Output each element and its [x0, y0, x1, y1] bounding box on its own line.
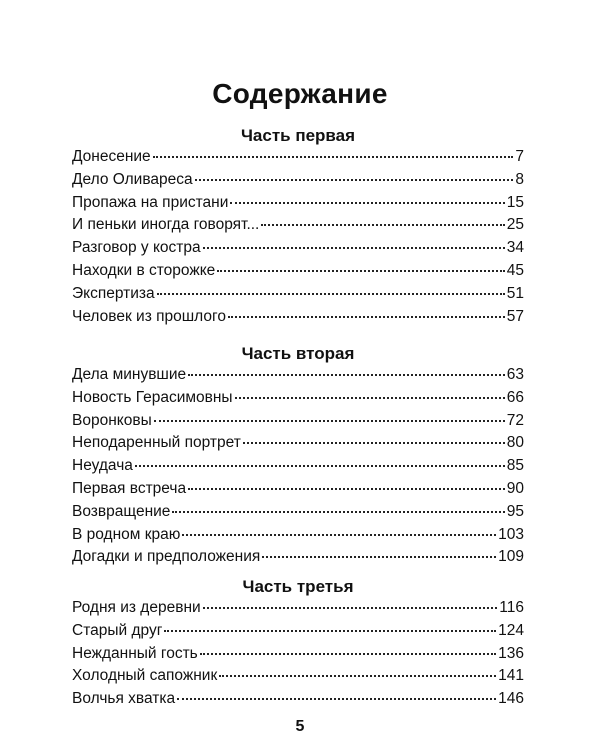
section-heading: Часть третья — [242, 577, 354, 596]
toc-entry — [72, 622, 524, 645]
toc-entry-title: Первая встреча — [72, 479, 187, 497]
toc-entry-page: 57 — [506, 307, 524, 325]
toc-entry-title: Старый друг — [72, 621, 163, 639]
dot-leader — [154, 419, 505, 422]
toc-entry-page: 85 — [506, 457, 524, 475]
toc-entry — [72, 480, 524, 503]
toc-entry — [72, 262, 524, 285]
toc-entry-page: 116 — [499, 599, 524, 616]
dot-leader — [188, 373, 505, 376]
toc-entry — [72, 548, 524, 571]
toc-entry — [72, 148, 524, 171]
section-part-two — [72, 342, 524, 571]
toc-entry-page: 124 — [498, 621, 524, 639]
toc-entry-page: 146 — [498, 690, 524, 708]
dot-leader — [228, 315, 505, 318]
toc-entry-page: 109 — [498, 548, 524, 566]
toc-entry-title: Донесение — [72, 148, 151, 165]
toc-entry — [72, 645, 524, 668]
toc-entry-title: Родня из деревни — [72, 599, 201, 616]
toc-entry-title: Нежданный гость — [72, 644, 198, 662]
dot-leader — [230, 201, 504, 204]
toc-entry-page: 90 — [506, 479, 524, 497]
toc-entry-title: Экспертиза — [72, 284, 155, 302]
toc-entry-page: 63 — [506, 366, 524, 383]
section-heading: Часть первая — [240, 126, 356, 145]
toc-list — [72, 148, 524, 330]
toc-entry — [72, 366, 524, 389]
dot-leader — [164, 629, 496, 632]
dot-leader — [153, 155, 514, 158]
toc-entry-title: Человек из прошлого — [72, 307, 226, 325]
dot-leader — [203, 606, 498, 609]
page-title: Содержание — [212, 78, 388, 109]
section-heading: Часть вторая — [241, 344, 355, 363]
toc-list — [72, 366, 524, 571]
toc-entry-page: 34 — [506, 239, 524, 257]
toc-entry — [72, 308, 524, 331]
toc-entry-page: 141 — [498, 667, 524, 685]
dot-leader — [177, 697, 496, 700]
dot-leader — [182, 533, 496, 536]
toc-entry-title: Догадки и предположения — [72, 548, 261, 566]
toc-entry — [72, 239, 524, 262]
page-number: 5 — [295, 718, 305, 735]
dot-leader — [261, 223, 504, 226]
toc-entry-page: 45 — [506, 261, 524, 279]
toc-entry — [72, 599, 524, 622]
toc-entry-title: И пеньки иногда говорят... — [72, 216, 260, 234]
dot-leader — [262, 555, 496, 558]
toc-entry-page: 80 — [506, 434, 524, 452]
toc-entry-title: Дело Оливареса — [72, 170, 193, 188]
dot-leader — [243, 441, 505, 444]
toc-entry — [72, 216, 524, 239]
toc-entry-title: Находки в сторожке — [72, 261, 216, 279]
dot-leader — [235, 396, 505, 399]
toc-entry — [72, 171, 524, 194]
toc-entry — [72, 285, 524, 308]
toc-entry — [72, 194, 524, 217]
toc-entry — [72, 690, 524, 713]
toc-entry-page: 103 — [498, 525, 524, 543]
dot-leader — [135, 464, 505, 467]
toc-entry — [72, 434, 524, 457]
toc-entry — [72, 503, 524, 526]
toc-entry — [72, 457, 524, 480]
dot-leader — [188, 487, 505, 490]
toc-entry-title: Пропажа на пристани — [72, 193, 229, 211]
dot-leader — [203, 246, 505, 249]
toc-entry-title: Холодный сапожник — [72, 667, 218, 685]
toc-entry-page: 7 — [515, 148, 524, 165]
toc-list — [72, 599, 524, 713]
toc-entry — [72, 526, 524, 549]
toc-entry-page: 66 — [506, 388, 524, 406]
toc-entry — [72, 667, 524, 690]
toc-entry — [72, 412, 524, 435]
toc-entry-title: Дела минувшие — [72, 366, 187, 383]
dot-leader — [219, 674, 496, 677]
dot-leader — [157, 292, 505, 295]
dot-leader — [200, 652, 496, 655]
toc-entry-page: 136 — [498, 644, 524, 662]
section-part-three — [72, 575, 524, 713]
toc-entry-title: Неудача — [72, 457, 133, 475]
toc-entry-page: 25 — [506, 216, 524, 234]
dot-leader — [195, 178, 514, 181]
toc-entry-title: Неподаренный портрет — [72, 434, 241, 452]
toc-entry-page: 72 — [506, 411, 524, 429]
dot-leader — [217, 269, 504, 272]
toc-entry-page: 51 — [506, 284, 524, 302]
section-part-one — [72, 124, 524, 330]
toc-entry-title: В родном краю — [72, 525, 181, 543]
toc-entry-page: 8 — [515, 170, 524, 188]
toc-entry-title: Возвращение — [72, 502, 171, 520]
dot-leader — [172, 510, 504, 513]
toc-entry — [72, 389, 524, 412]
toc-entry-title: Воронковы — [72, 411, 152, 429]
toc-entry-page: 15 — [506, 193, 524, 211]
toc-entry-title: Волчья хватка — [72, 690, 176, 708]
toc-entry-title: Новость Герасимовны — [72, 388, 233, 406]
toc-entry-page: 95 — [506, 502, 524, 520]
toc-entry-title: Разговор у костра — [72, 239, 201, 257]
